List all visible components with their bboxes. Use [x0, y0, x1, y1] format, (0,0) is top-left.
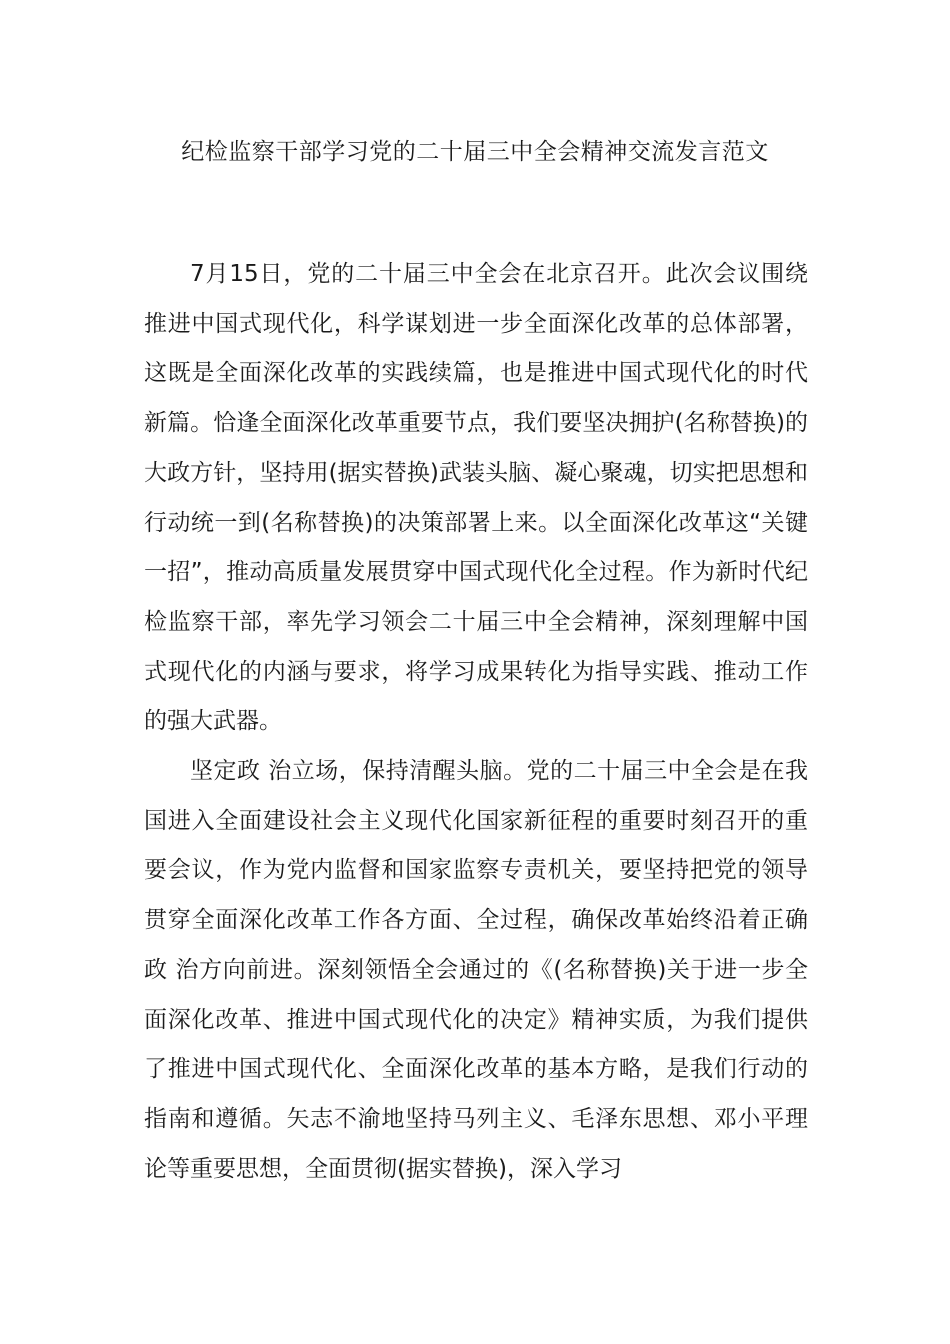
document-body [144, 250, 808, 1194]
paragraph-1: 7月15日，党的二十届三中全会在北京召开。此次会议围绕推进中国式现代化，科学谋划进一步全面深化改革的总体部署，这既是全面深化改革的实践续篇，也是推进中国式现代化的时代新篇。恰逢全面深化改革重要节点，我们要坚决拥护(名称替换)的大政方针，坚持用(据实替换)武装头脑、凝心聚魂，切实把思想和行动统一到(名称替换)的决策部署上来。以全面深化改革这“关键一招”，推动高质量发展贯穿中国式现代化全过程。作为新时代纪检监察干部，率先学习领会二十届三中全会精神，深刻理解中国式现代化的内涵与要求，将学习成果转化为指导实践、推动工作的强大武器。 [144, 261, 808, 735]
document-title: 纪检监察干部学习党的二十届三中全会精神交流发言范文 [181, 139, 769, 165]
paragraph-2: 坚定政 治立场，保持清醒头脑。党的二十届三中全会是在我国进入全面建设社会主义现代化国家新征程的重要时刻召开的重要会议，作为党内监督和国家监察专责机关，要坚持把党的领导贯穿全面深化改革工作各方面、全过程，确保改革始终沿着正确政 治方向前进。深刻领悟全会通过的《(名称替换)关于进一步全面深化改革、推进中国式现代化的决定》精神实质，为我们提供了推进中国式现代化、全面深化改革的基本方略，是我们行动的指南和遵循。矢志不渝地坚持马列主义、毛泽东思想、邓小平理论等重要思想，全面贯彻(据实替换)，深入学习 [144, 758, 808, 1182]
